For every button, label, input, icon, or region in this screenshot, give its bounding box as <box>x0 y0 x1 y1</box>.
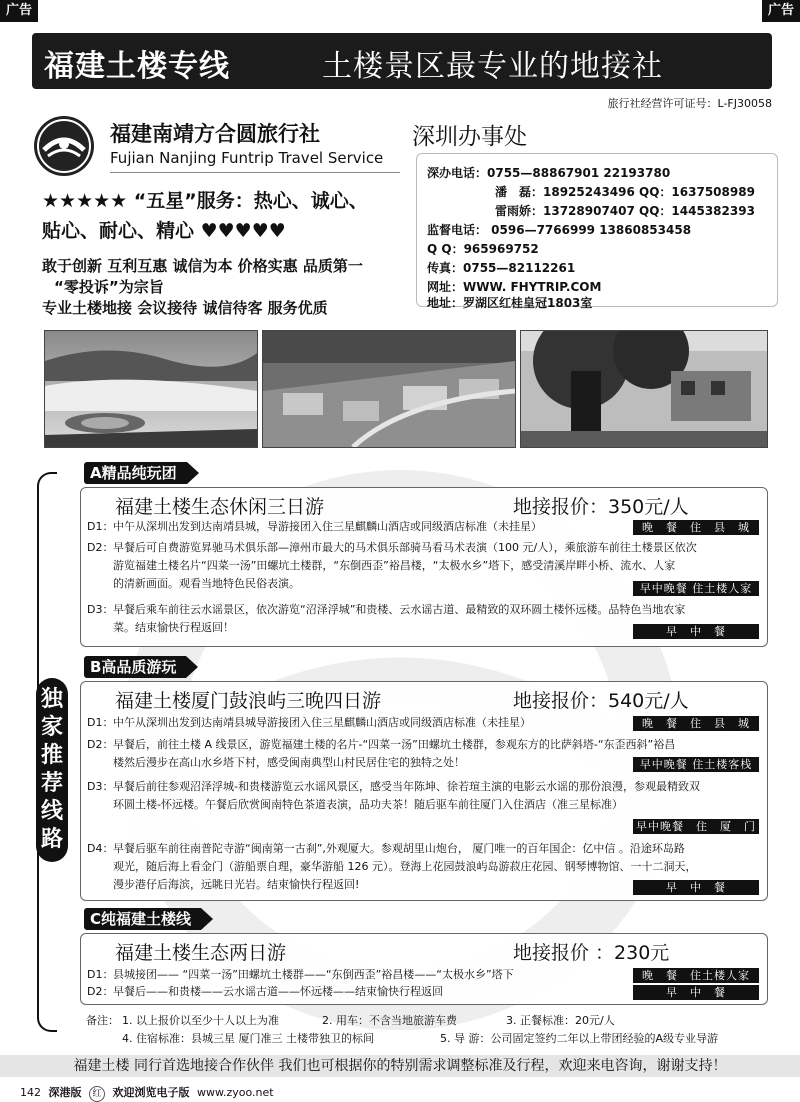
license-number: 旅行社经营许可证号：L-FJ30058 <box>607 97 772 110</box>
day-line: 的清新画面。观看当地特色民俗表演。 <box>113 577 300 590</box>
service-line-1: ★★★★★ “五星”服务：热心、诚心、 <box>42 190 368 212</box>
day-line: 早餐后驱车前往南普陀寺游“闽南第一古刹”,外观厦大。参观胡里山炮台， 厦门唯一的百年国企：亿中信 。沿途环岛路 <box>113 842 685 855</box>
day-line: 漫步港仔后海滨，远眺日光岩。结束愉快行程返回! <box>113 878 360 891</box>
footer-bar: 福建土楼 同行首选地接合作伙伴 我们也可根据你的特别需求调整标准及行程，欢迎来电咨询，谢谢支持！ <box>0 1055 800 1077</box>
vertical-char: 推 <box>40 743 63 768</box>
photo-misty-tulou <box>44 330 258 448</box>
page-info <box>20 1084 274 1102</box>
section-a-tab: A精品纯玩团 <box>84 462 187 484</box>
day-label: D3： <box>87 603 114 616</box>
contact-person: 雷雨娇：13728907407 QQ：1445382393 <box>495 204 755 218</box>
vertical-char: 独 <box>40 687 63 712</box>
photo-tulou-village <box>262 330 516 448</box>
day-label: D1： <box>87 716 114 729</box>
section-b-price: 地接报价：540元/人 <box>513 690 689 712</box>
slogans <box>42 256 412 319</box>
day-line: 早餐后可自费游览昇驰马术俱乐部—漳州市最大的马术俱乐部骑马看马术表演（100 元/人），乘旅游车前往土楼景区依次 <box>113 541 697 554</box>
day-label: D2： <box>87 985 114 998</box>
meal-tag: 早 中 餐 <box>633 985 759 1000</box>
day-line: 观光，随后海上看金门（游船票自理，豪华游船 126 元）。登海上花园鼓浪屿岛游菽庄花园、钢琴博物馆、一十二洞天， <box>113 860 697 873</box>
day-text: 中午从深圳出发到达南靖县城导游接团入住三星麒麟山酒店或同级酒店标准（未挂星） <box>113 716 531 729</box>
company-name-en: Fujian Nanjing Funtrip Travel Service <box>110 149 384 167</box>
meal-tag: 早 中 餐 <box>633 624 759 639</box>
day-text: 中午从深圳出发到达南靖县城，导游接团入住三星麒麟山酒店或同级酒店标准（未挂星） <box>113 520 542 533</box>
exclusive-routes-label <box>36 678 68 862</box>
day-text <box>113 778 759 814</box>
section-c-tab: C纯福建土楼线 <box>84 908 201 930</box>
banner-left-title: 福建土楼专线 <box>44 49 230 84</box>
contact-box <box>416 153 778 310</box>
office-name: 深圳办事处 <box>412 124 527 150</box>
section-a-title: 福建土楼生态休闲三日游 <box>115 496 325 518</box>
company-divider <box>110 172 400 173</box>
company-logo-icon <box>34 116 94 176</box>
slogan-line: “零投诉”为宗旨 <box>54 278 164 296</box>
day-line: 游览福建土楼名片“四菜一汤”田螺坑土楼群，“东倒西歪”裕昌楼，“太极水乡”塔下，感受清溪岸畔小桥、流水、人家 <box>113 559 676 572</box>
day-label: D4： <box>87 842 114 855</box>
website-link[interactable]: www.zyoo.net <box>197 1086 274 1099</box>
section-b-tab: B高品质游玩 <box>84 656 186 678</box>
contact-person: 潘 磊：18925243496 QQ：1637508989 <box>495 185 755 199</box>
day-line: 菜。结束愉快行程返回！ <box>113 621 234 634</box>
note-item: 5. 导 游：公司固定签约二年以上带团经验的A级专业导游 <box>440 1032 719 1045</box>
contact-website: 网址：WWW. FHYTRIP.COM <box>427 280 602 294</box>
ad-label-left: 广告 <box>0 0 38 22</box>
vertical-char: 路 <box>40 827 63 852</box>
meal-tag: 早中晚餐 住 厦 门 <box>633 819 759 834</box>
section-c-box <box>80 933 768 1005</box>
contact-qq: Q Q：965969752 <box>427 242 539 256</box>
meal-tag: 晚 餐 住 县 城 <box>633 716 759 731</box>
meal-tag: 早中晚餐 住土楼客栈 <box>633 757 759 772</box>
contact-phone: 深办电话：0755—88867901 22193780 <box>427 166 671 180</box>
contact-address: 地址：罗湖区红桂皇冠1803室 <box>427 296 593 310</box>
edition-label: 深港版 <box>48 1086 82 1099</box>
photo-big-tree <box>520 330 768 448</box>
day-text: 早餐后——和贵楼——云水谣古道——怀远楼——结束愉快行程返回 <box>113 985 443 998</box>
day-label: D2： <box>87 738 114 751</box>
company-name-cn: 福建南靖方合圆旅行社 <box>110 122 320 146</box>
day-text: 县城接团—— “四菜一汤”田螺坑土楼群——“东倒西歪”裕昌楼——“太极水乡”塔下 <box>113 968 514 981</box>
slogan-line: 敢于创新 互利互惠 诚信为本 价格实惠 品质第一 <box>42 257 363 275</box>
day-label: D3： <box>87 780 114 793</box>
day-line: 楼然后漫步在高山水乡塔下村，感受闽南典型山村民居住宅的独特之处！ <box>113 756 465 769</box>
note-item: 4. 住宿标准：县城三星 厦门准三 土楼带独卫的标间 <box>122 1032 374 1045</box>
day-line: 环圆土楼-怀远楼。午餐后欣赏闽南特色茶道表演，品功夫茶！随后驱车前往厦门入住酒店（准三星标准） <box>113 798 623 811</box>
edition-badge-icon: 红 <box>89 1086 105 1102</box>
note-item: 3. 正餐标准：20元/人 <box>506 1014 615 1027</box>
note-item: 1. 以上报价以至少十人以上为准 <box>122 1014 279 1027</box>
contact-supervision: 监督电话： 0596—7766999 13860853458 <box>427 223 692 237</box>
vertical-char: 线 <box>40 799 63 824</box>
day-label: D1： <box>87 520 114 533</box>
day-line: 早餐后乘车前往云水谣景区，依次游览“沼泽浮城”和贵楼、云水谣古道、最精致的双环圆土楼怀远楼。品特色当地农家 <box>113 603 686 616</box>
section-c-title: 福建土楼生态两日游 <box>115 942 287 964</box>
section-a-box <box>80 487 768 647</box>
header-banner <box>32 33 772 89</box>
day-label: D2： <box>87 541 114 554</box>
day-label: D1： <box>87 968 114 981</box>
ad-label-right: 广告 <box>762 0 800 22</box>
section-b-title: 福建土楼厦门鼓浪屿三晚四日游 <box>115 690 382 712</box>
vertical-char: 家 <box>40 715 63 740</box>
day-line: 早餐后，前往土楼 A 线景区，游览福建土楼的名片-“四菜一汤”田螺坑土楼群，参观东方的比萨斜塔-“东歪西斜”裕昌 <box>113 738 676 751</box>
vertical-char: 荐 <box>40 771 63 796</box>
section-b-box <box>80 681 768 901</box>
banner-right-title: 土楼景区最专业的地接社 <box>322 49 663 84</box>
meal-tag: 晚 餐 住土楼人家 <box>633 968 759 983</box>
meal-tag: 早 中 餐 <box>633 880 759 895</box>
slogan-line: 专业土楼地接 会议接待 诚信待客 服务优质 <box>42 299 328 317</box>
section-a-price: 地接报价：350元/人 <box>513 496 689 518</box>
contact-fax: 传真：0755—82112261 <box>427 261 576 275</box>
meal-tag: 早中晚餐 住土楼人家 <box>633 581 759 596</box>
notes-label: 备注： <box>86 1014 119 1027</box>
service-line-2: 贴心、耐心、精心 ♥♥♥♥♥ <box>42 220 286 242</box>
day-line: 早餐后前往参观沼泽浮城-和贵楼游览云水谣风景区，感受当年陈坤、徐若瑄主演的电影云水谣的那份浪漫，参观最精致双 <box>113 780 700 793</box>
browse-label: 欢迎浏览电子版 <box>112 1086 190 1099</box>
page-number: 142 <box>20 1086 41 1099</box>
service-statement <box>42 186 402 246</box>
note-item: 2. 用车：不含当地旅游车费 <box>322 1014 457 1027</box>
section-c-price: 地接报价 ：230元 <box>513 942 670 964</box>
meal-tag: 晚 餐 住 县 城 <box>633 520 759 535</box>
